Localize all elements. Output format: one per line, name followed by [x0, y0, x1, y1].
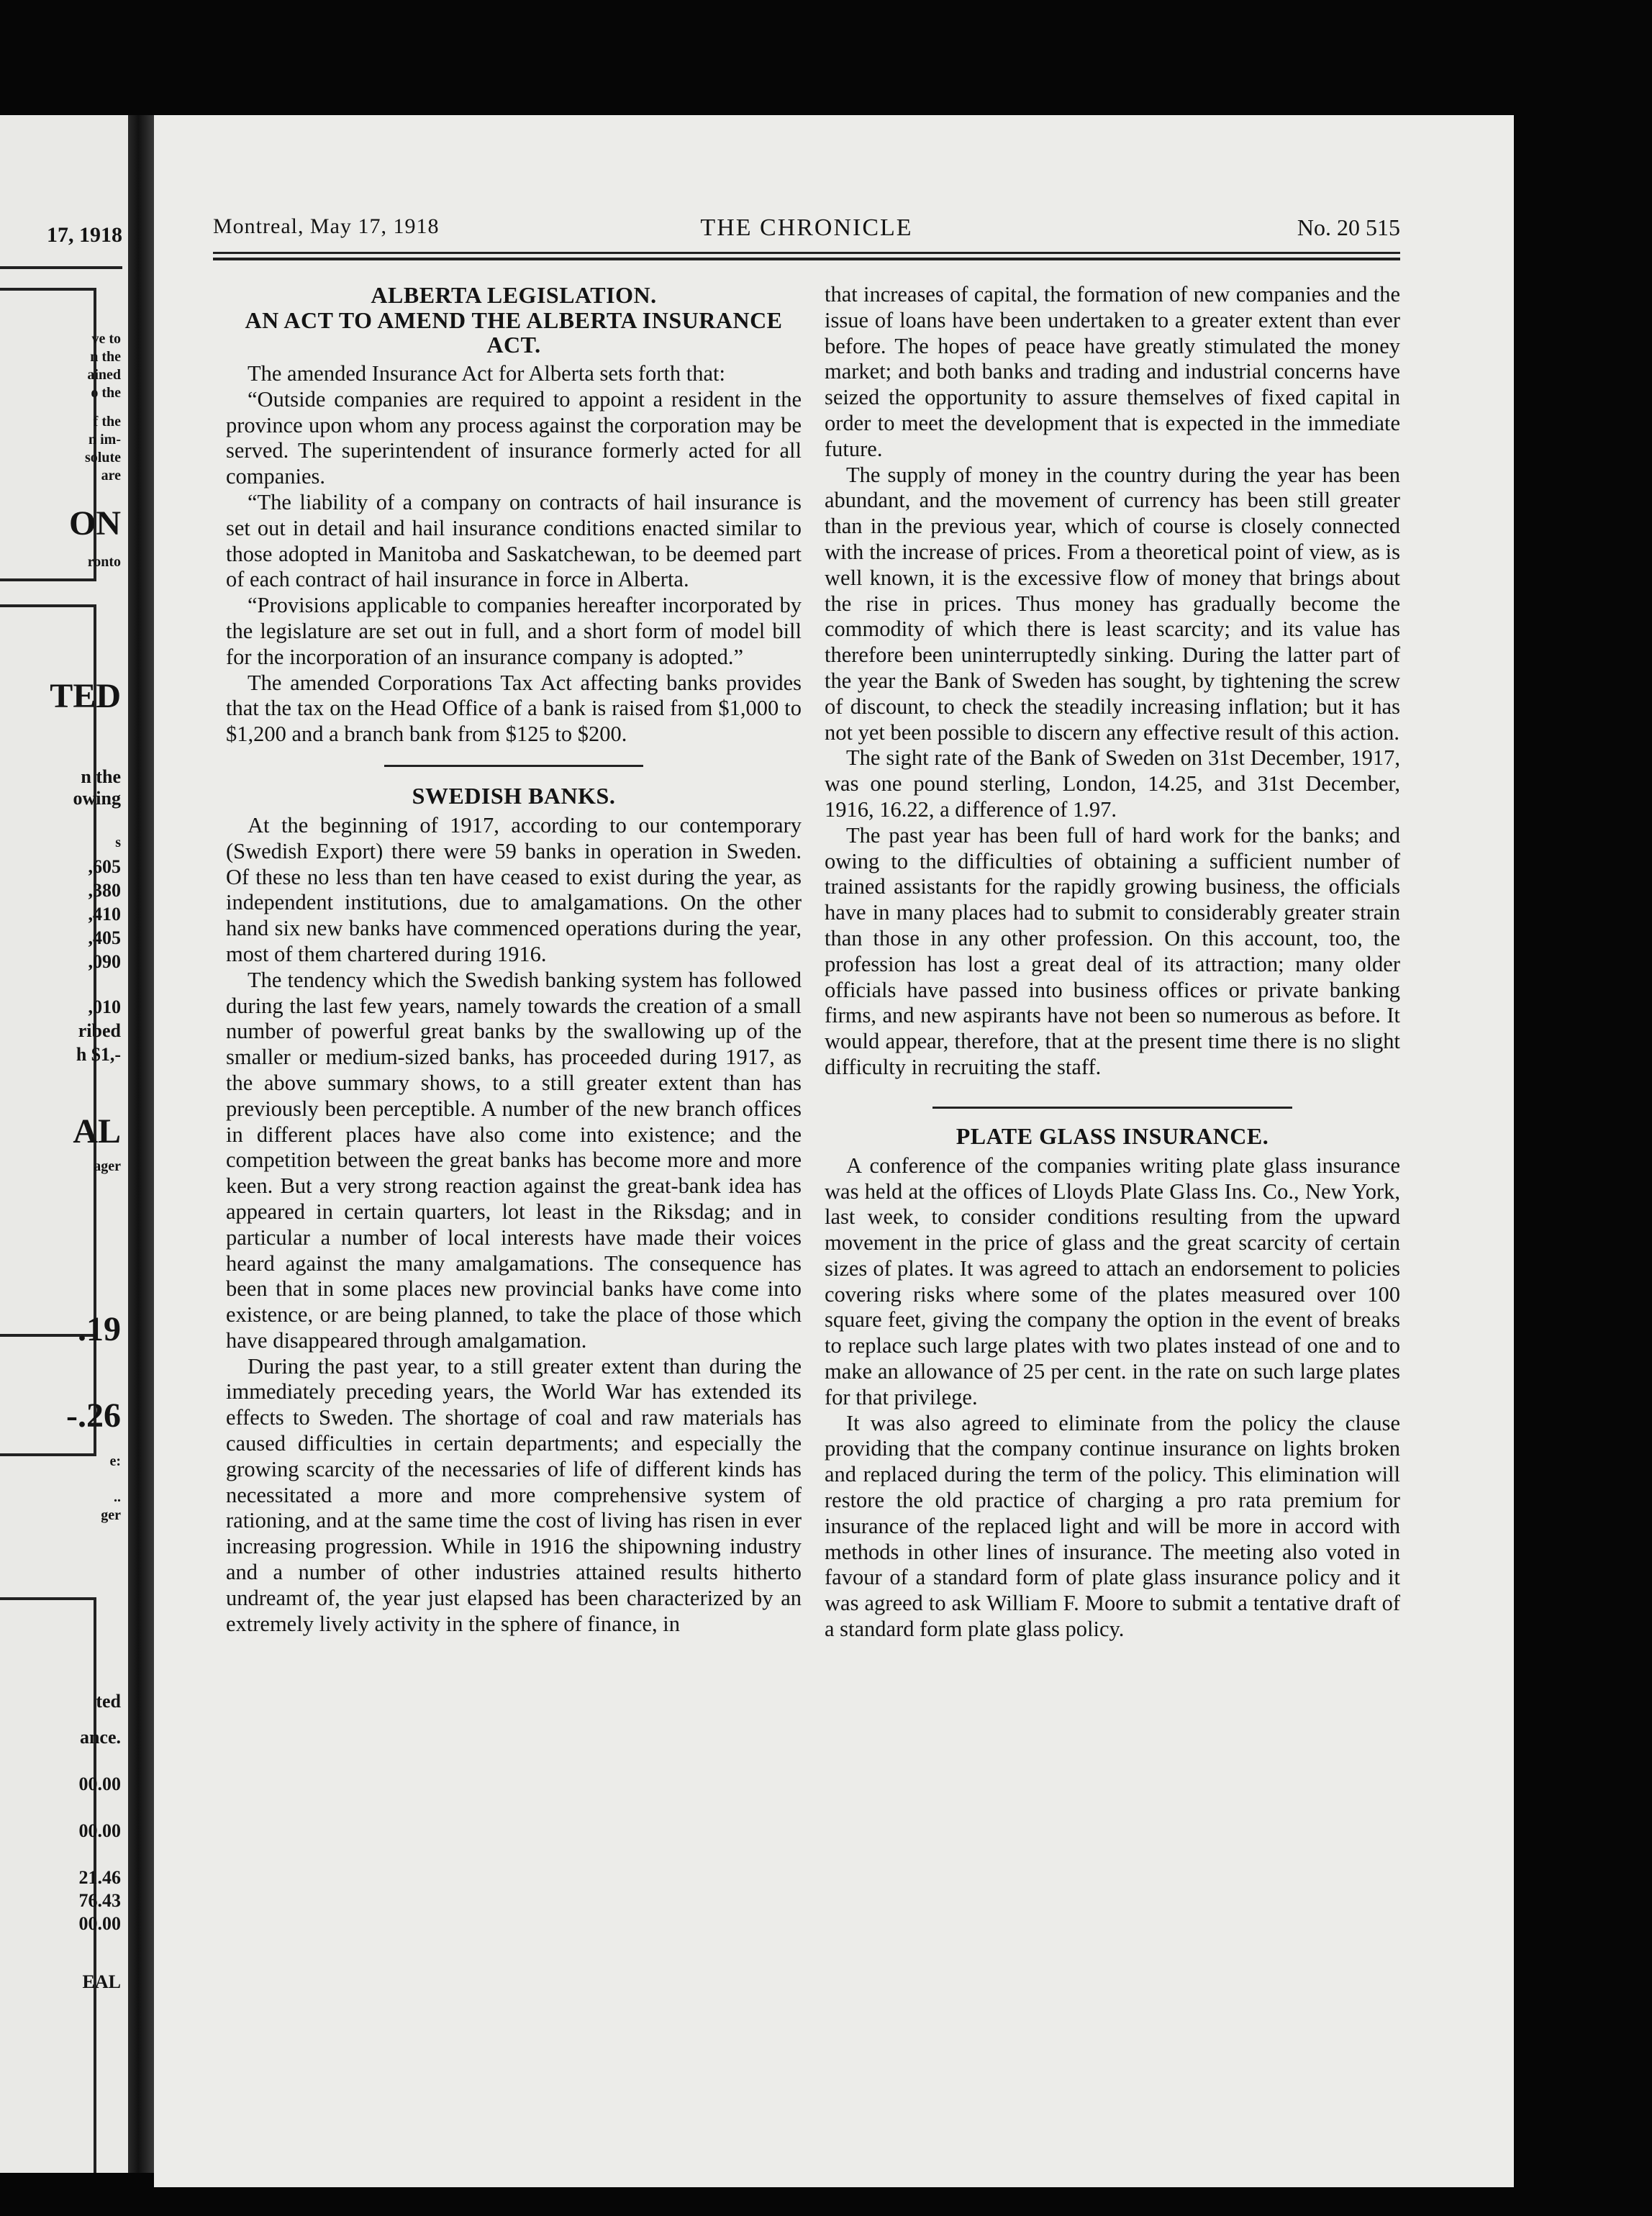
header-place-date: Montreal, May 17, 1918 [213, 214, 440, 238]
article-title-swedish-banks: SWEDISH BANKS. [412, 782, 616, 809]
page-header [213, 214, 1400, 250]
adjacent-page-date: 17, 1918 [47, 223, 122, 247]
article-paragraph: “Provisions applicable to companies hereafter incorporated by the legislature are set out in full, and a short form of model bill for the incorporation of an insurance company is adopted.” [226, 593, 802, 669]
adjacent-fragment-text: f the [93, 414, 121, 430]
adjacent-fragment-number: ,380 [88, 880, 121, 901]
section-divider [384, 765, 643, 767]
adjacent-fragment-number: .19 [78, 1310, 121, 1348]
adjacent-fragment-text: .. [114, 1489, 121, 1505]
header-rule [213, 252, 1400, 254]
newspaper-page [154, 115, 1514, 2187]
adjacent-fragment-number: ,090 [88, 951, 121, 972]
article-title-plate-glass: PLATE GLASS INSURANCE. [956, 1122, 1269, 1149]
article-paragraph: At the beginning of 1917, according to our contemporary (Swedish Export) there were 59 banks in operation in Sweden. Of these no less than ten have ceased to exist during the year, as independent institutions, due to amalgamations. On the other hand six new banks have commenced operations during the year, most of them chartered during 1916. [226, 812, 802, 966]
article-paragraph: It was also agreed to eliminate from the policy the clause providing that the company continue insurance on lights broken and replaced during the term of the policy. This elimination will restore the old practice of charging a pro rata premium for insurance of the replaced light and will be more in accord with methods in other lines of insurance. The meeting also voted in favour of a standard form of plate glass insurance policy and it was agreed to ask William F. Moore to submit a tentative draft of a standard form plate glass policy. [825, 1410, 1400, 1642]
adjacent-fragment-text: n the [81, 766, 121, 787]
left-column [226, 282, 802, 1637]
article-paragraph: A conference of the companies writing plate glass insurance was held at the offices of Lloyds Plate Glass Ins. Co., New York, last week, to consider conditions resulting from the upward movement in the price of glass and the great scarcity of certain sizes of plates. It was agreed to attach an endorsement to policies covering risks where some of the plates measured over 100 square feet, giving the company the option in the event of breaks to replace such large plates with two plates instead of one and to make an allowance of 25 per cent. in the rate on such large plates for that privilege. [825, 1153, 1400, 1409]
adjacent-fragment-text: e: [109, 1453, 121, 1469]
article-paragraph: The amended Corporations Tax Act affecting banks provides that the tax on the Head Office of a bank is raised from $1,000 to $1,200 and a branch bank from $125 to $200. [226, 670, 802, 747]
adjacent-fragment-text: ger [101, 1507, 121, 1523]
adjacent-page-rule [0, 266, 122, 269]
adjacent-fragment-number: ,410 [88, 904, 121, 925]
section-divider [932, 1107, 1292, 1109]
adjacent-fragment-text: ted [96, 1691, 121, 1712]
article-paragraph: The amended Insurance Act for Alberta sets forth that: [248, 361, 725, 386]
article-paragraph: During the past year, to a still greater extent than during the immediately preceding years, the World War has extended its effects to Sweden. The shortage of coal and raw materials has caused difficulties in certain departments; and especially the growing scarcity of the necessaries of life of different kinds has necessitated a more and more comprehensive system of rationing, and at the same time the cost of living has risen in ever increasing progression. While in 1916 the shipowning industry and a number of other industries attained results hitherto undreamt of, the year just elapsed has been characterized by an extremely lively activity in the sphere of finance, in [226, 1353, 802, 1636]
adjacent-fragment-text: ribed [78, 1020, 121, 1041]
adjacent-fragment-number: 00.00 [78, 1774, 121, 1794]
adjacent-fragment-text: ronto [87, 554, 121, 570]
adjacent-fragment-text: ager [94, 1158, 121, 1174]
article-title-alberta: ALBERTA LEGISLATION. [371, 282, 657, 308]
adjacent-fragment-text: o the [91, 385, 121, 401]
adjacent-fragment-heading: EAL [82, 1971, 121, 1992]
header-rule [213, 258, 1400, 260]
page-gutter [128, 115, 154, 2173]
adjacent-fragment-text: ve to [91, 331, 121, 347]
article-paragraph: “Outside companies are required to appoint a resident in the province upon whom any process against the corporation may be served. The superintendent of insurance formerly acted for all companies. [226, 386, 802, 489]
adjacent-fragment-number: 00.00 [78, 1820, 121, 1841]
adjacent-fragment-text: n the [90, 349, 121, 365]
article-paragraph: “The liability of a company on contracts of hail insurance is set out in detail and hail insurance conditions enacted similar to those adopted in Manitoba and Saskatchewan, to be deemed part of each contract of hail insurance in force in Alberta. [226, 489, 802, 592]
adjacent-fragment-number: ,605 [88, 856, 121, 877]
adjacent-fragment-number: 21.46 [78, 1867, 121, 1888]
adjacent-fragment-text: ance. [79, 1727, 121, 1748]
adjacent-fragment-text: solute [85, 450, 121, 466]
header-issue-page: No. 20 515 [1297, 214, 1400, 240]
article-paragraph: The past year has been full of hard work for the banks; and owing to the difficulties of obtaining a sufficient number of trained assistants for the rapidly growing business, the officials have in many places had to submit to considerably greater strain than those in any other profession. On this account, too, the profession has lost a great deal of its attraction; many older officials have passed into business offices or private banking firms, and new aspirants have not been so numerous as before. It would appear, therefore, that at the present time there is no slight difficulty in recruiting the staff. [825, 822, 1400, 1079]
right-column [825, 282, 1400, 1643]
adjacent-fragment-number: 00.00 [78, 1913, 121, 1934]
adjacent-fragment-heading: AL [73, 1112, 121, 1150]
adjacent-fragment-number: ,405 [88, 927, 121, 948]
article-paragraph: The tendency which the Swedish banking system has followed during the last few years, namely towards the creation of a small number of powerful great banks by the swallowing up of the smaller or medium-sized banks, has proceeded during 1917, as the above summary shows, to a still greater extent than has previously been perceptible. A number of the new branch offices in different places have also come into existence; and the competition between the great banks has become more and more keen. But a very strong reaction against the great-bank idea has appeared in certain quarters, lot least in the Riksdag; and in particular a number of local interests have made their voices heard against the many amalgamations. The consequence has been that in some places new provincial banks have come into existence, or are being planned, to take the place of those which have disappeared through amalgamation. [226, 967, 802, 1353]
header-publication-title: THE CHRONICLE [700, 214, 913, 241]
adjacent-fragment-text: h $1,- [76, 1044, 121, 1065]
adjacent-page-fragment [0, 115, 128, 2173]
adjacent-fragment-text: n im- [88, 432, 121, 448]
adjacent-fragment-number: ,010 [88, 996, 121, 1017]
adjacent-fragment-number: 76.43 [78, 1890, 121, 1911]
article-subtitle-alberta: AN ACT TO AMEND THE ALBERTA INSURANCE ACT. [245, 307, 783, 358]
article-paragraph-continued: that increases of capital, the formation of new companies and the issue of loans have been undertaken to a greater extent than ever before. The hopes of peace have greatly stimulated the money market; and both banks and trading and industrial concerns have seized the opportunity to assure themselves of fixed capital in order to meet the development that is expected in the immediate future. [825, 282, 1400, 461]
adjacent-fragment-text: s [115, 835, 121, 850]
adjacent-fragment-text: ained [87, 367, 121, 383]
adjacent-fragment-heading: ON [69, 504, 121, 542]
adjacent-fragment-heading: TED [50, 677, 121, 715]
article-paragraph: The supply of money in the country during the year has been abundant, and the movement of currency has been still greater than in the previous year, which of course is closely connected with the increase of prices. From a theoretical point of view, as is well known, it is the excessive flow of money that brings about the rise in prices. Thus money has gradually become the commodity of which there is least scarcity; and its value has therefore been uninterruptedly sinking. During the latter part of the year the Bank of Sweden has sought, by tightening the screw of discount, to check the steadily increasing inflation; but it has not yet been possible to discern any effective result of this action. [825, 462, 1400, 745]
article-paragraph: The sight rate of the Bank of Sweden on 31st December, 1917, was one pound sterling, London, 14.25, and 31st December, 1916, 16.22, a difference of 1.97. [825, 745, 1400, 822]
adjacent-fragment-text: owing [73, 788, 121, 809]
adjacent-fragment-number: -.26 [66, 1397, 121, 1435]
adjacent-fragment-text: are [101, 468, 121, 483]
